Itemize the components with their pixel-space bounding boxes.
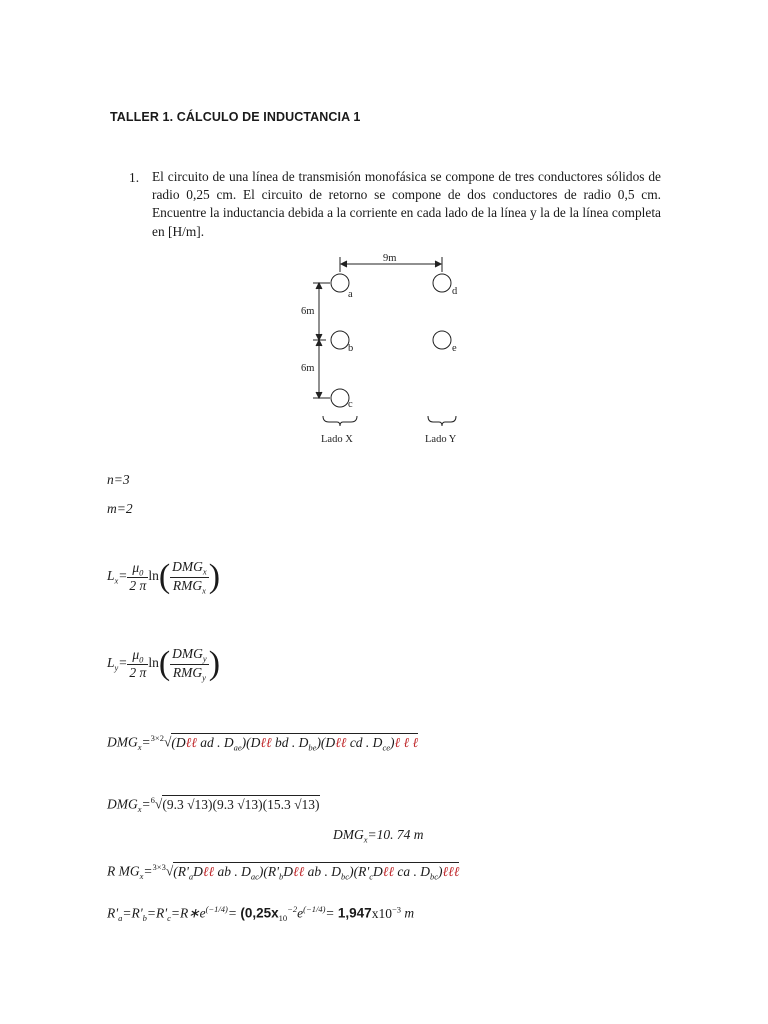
- problem-text: El circuito de una línea de transmisión monofásica se compone de tres conductores sólidos de radio 0,25 cm. El circuito de retorno se compone de dos conductores de radio 0,5 cm. Encuentre la inductancia debida a la corriente en cada lado de la línea y la de la línea completa en [H/m].: [152, 169, 661, 239]
- eq-r-prime: $R'_a=R'_b=R'_c=R∗e^{(-1/4)}= (0,25x_{10}^{-2}e^{(-1/4)}= 1,947x10^{-3}$ m: [107, 904, 415, 924]
- label-c: c: [348, 399, 353, 410]
- label-e: e: [452, 343, 457, 354]
- page-title: TALLER 1. CÁLCULO DE INDUCTANCIA 1: [110, 110, 361, 124]
- conductor-c: [331, 389, 349, 407]
- label-b: b: [348, 343, 354, 354]
- eq-dmgx-general: $DMG_x=^{3\times 2}√(D\ell\ell$ ad . $D_{ae})(D\ell\ell$ bd . $D_{be})(D\ell\ell$ cd . $D_{ce})\ell$ ℓ ℓ: [107, 733, 419, 753]
- label-lado-x: Lado X: [321, 434, 353, 445]
- label-lado-y: Lado Y: [425, 434, 457, 445]
- eq-n: n=3: [107, 472, 130, 487]
- conductor-d: [433, 274, 451, 292]
- conductor-b: [331, 331, 349, 349]
- eq-m: m=2: [107, 501, 133, 516]
- dim-9m: 9m: [383, 253, 397, 264]
- dim-6m-top: 6m: [301, 306, 315, 317]
- label-a: a: [348, 289, 353, 300]
- dim-6m-bottom: 6m: [301, 363, 315, 374]
- eq-lx: $L_x=$ $\frac{\mu_0}{2 \pi}$ ln( $\frac{DMG_x}{RMG_x}$ ): [107, 558, 221, 596]
- eq-rmgx-general: R $MG_x=^{3\times 3}√(R'_aD\ell\ell$ ab . $D_{ac})(R'_bD\ell\ell$ ab . $D_{bc})(R'_cD\ell\ell$ ca . $D_{bc})\ell\ell\ell$: [107, 862, 460, 882]
- conductor-e: [433, 331, 451, 349]
- label-d: d: [452, 286, 458, 297]
- problem-number: 1.: [129, 170, 140, 185]
- eq-dmgx-numeric: $DMG_x=^6√(9.3$ √13)(9.3 √13)(15.3 √13): [107, 795, 320, 815]
- eq-dmgx-result: $DMG_x=10$. 74 m: [333, 827, 424, 845]
- eq-ly: $L_y=$ $\frac{\mu_0}{2 \pi}$ ln( $\frac{DMG_y}{RMG_y}$ ): [107, 645, 221, 683]
- conductor-a: [331, 274, 349, 292]
